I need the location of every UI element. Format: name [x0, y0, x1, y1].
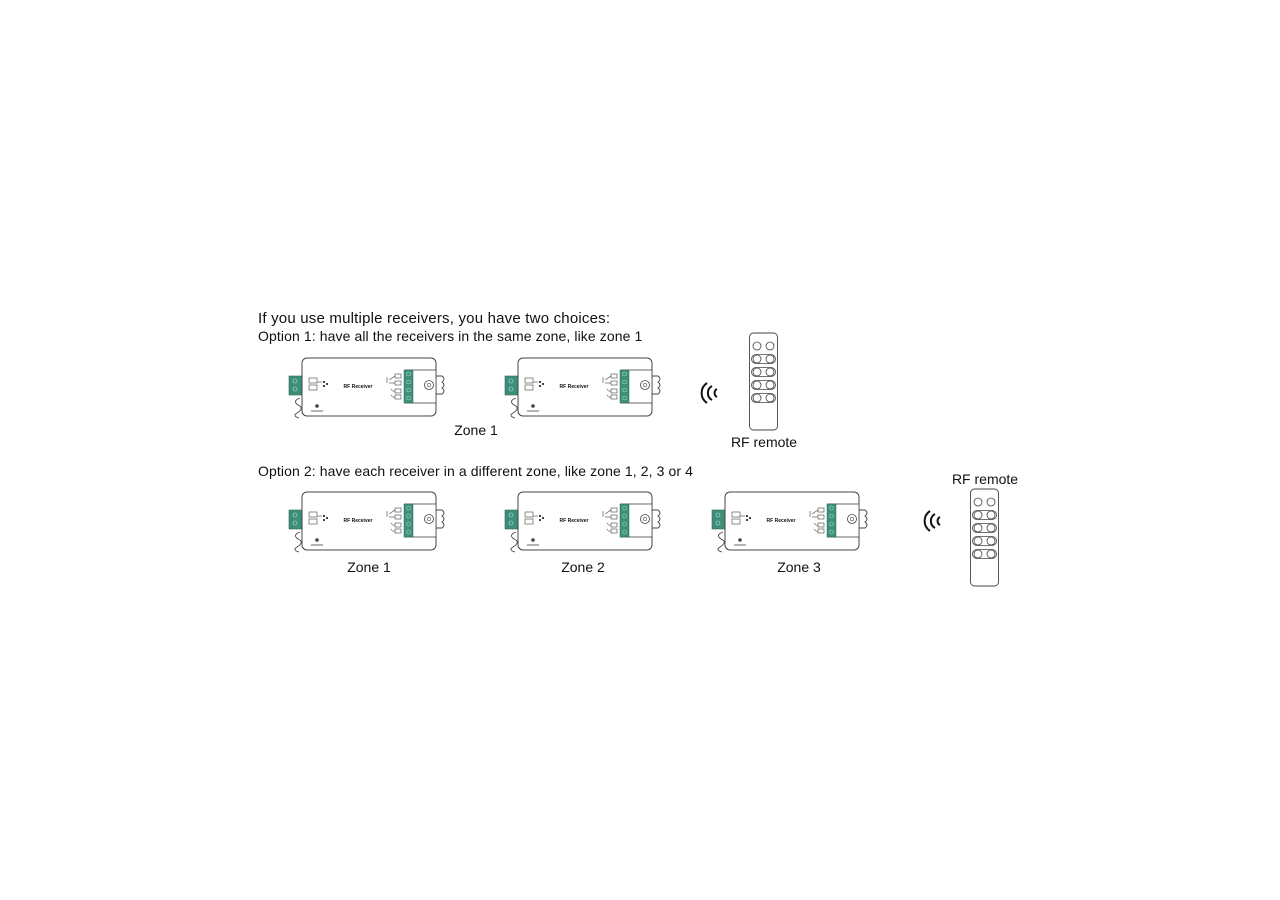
- zone-label-1: Zone 1: [347, 559, 391, 575]
- rf-remote-icon: [748, 332, 780, 432]
- rf-remote-label: RF remote: [951, 471, 1019, 487]
- rf-remote-icon: [969, 488, 1001, 588]
- receiver-icon: [711, 490, 871, 552]
- rf-signal-icon: [922, 505, 946, 537]
- svg-text:RF Receiver: RF Receiver: [559, 384, 589, 390]
- receiver-icon: [504, 490, 664, 552]
- receiver-icon: [504, 356, 664, 418]
- receiver-icon: [288, 356, 448, 418]
- zone-label-2: Zone 2: [561, 559, 605, 575]
- svg-text:RF Receiver: RF Receiver: [343, 384, 373, 390]
- zone-label-3: Zone 3: [777, 559, 821, 575]
- option-2-title: Option 2: have each receiver in a different zone, like zone 1, 2, 3 or 4: [258, 463, 693, 479]
- receiver-icon: [288, 490, 448, 552]
- svg-text:RF Receiver: RF Receiver: [343, 518, 373, 524]
- svg-text:RF Receiver: RF Receiver: [559, 518, 589, 524]
- rf-signal-icon: [699, 377, 723, 409]
- svg-text:RF Receiver: RF Receiver: [766, 518, 796, 524]
- zone-label: Zone 1: [454, 422, 498, 438]
- rf-remote-label: RF remote: [730, 434, 798, 450]
- intro-text: If you use multiple receivers, you have two choices:: [258, 310, 611, 327]
- option-1-title: Option 1: have all the receivers in the same zone, like zone 1: [258, 328, 643, 344]
